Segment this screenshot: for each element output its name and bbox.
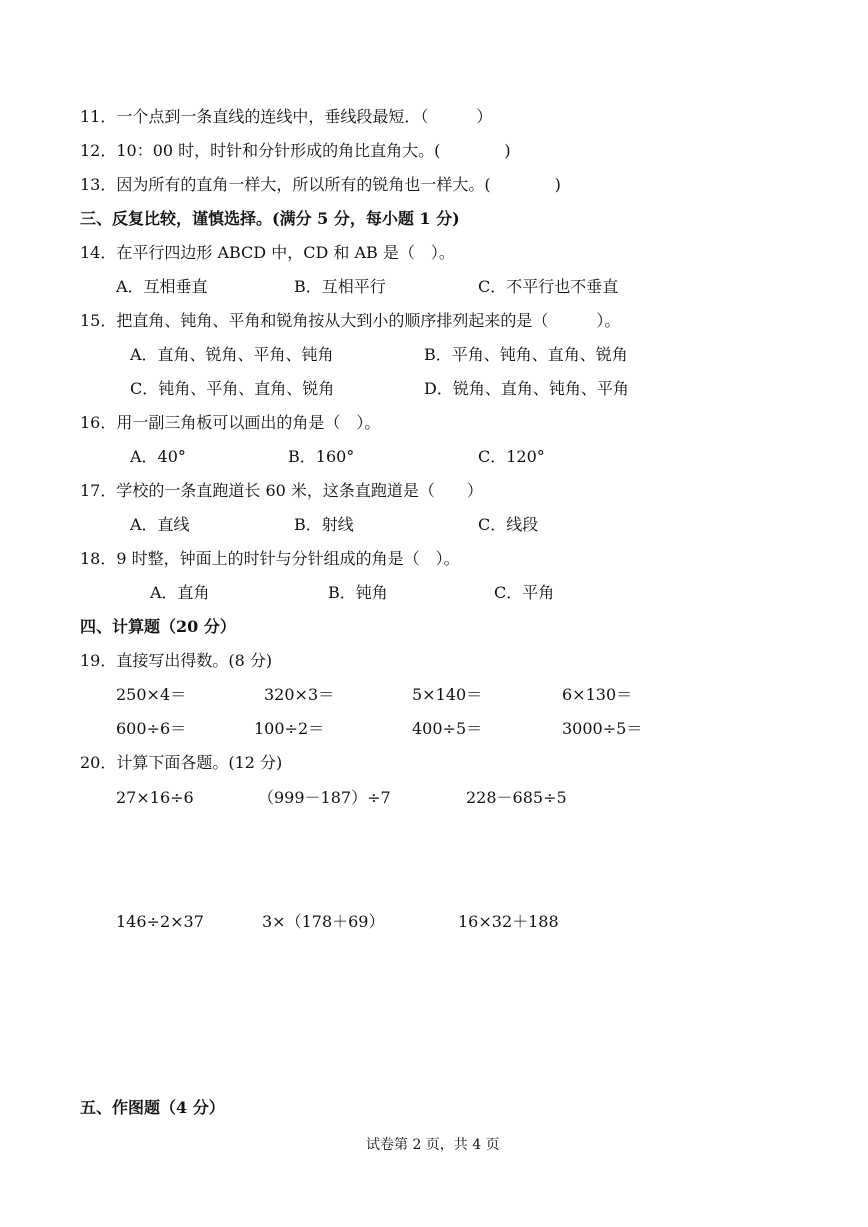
q20-expression: 27×16÷6 bbox=[116, 788, 194, 807]
q17-option-c: C．线段 bbox=[478, 515, 539, 534]
question-12: 12．10：00 时，时针和分针形成的角比直角大。( ) bbox=[80, 141, 511, 160]
q18-option-a: A．直角 bbox=[150, 583, 210, 602]
q15-option-a: A．直角、锐角、平角、钝角 bbox=[130, 345, 334, 364]
q15-option-d: D．锐角、直角、钝角、平角 bbox=[424, 379, 629, 398]
q15-option-b: B．平角、钝角、直角、锐角 bbox=[424, 345, 628, 364]
q19-expression: 5×140＝ bbox=[412, 685, 483, 704]
q17-option-b: B．射线 bbox=[294, 515, 354, 534]
q20-expression: 146÷2×37 bbox=[116, 912, 204, 931]
q14-option-b: B．互相平行 bbox=[294, 277, 386, 296]
section-5-title: 五、作图题（4 分） bbox=[80, 1098, 225, 1117]
q18-option-c: C．平角 bbox=[494, 583, 555, 602]
question-14: 14．在平行四边形 ABCD 中，CD 和 AB 是（ ）。 bbox=[80, 243, 455, 262]
page-footer: 试卷第 2 页，共 4 页 bbox=[366, 1137, 500, 1153]
question-16: 16．用一副三角板可以画出的角是（ ）。 bbox=[80, 413, 381, 432]
q14-option-a: A．互相垂直 bbox=[116, 277, 208, 296]
question-15: 15．把直角、钝角、平角和锐角按从大到小的顺序排列起来的是（ ）。 bbox=[80, 311, 621, 330]
q19-expression: 600÷6＝ bbox=[116, 719, 187, 738]
q16-option-c: C．120° bbox=[478, 447, 545, 466]
question-17: 17．学校的一条直跑道长 60 米，这条直跑道是（ ） bbox=[80, 481, 483, 500]
q19-expression: 100÷2＝ bbox=[254, 719, 325, 738]
section-4-title: 四、计算题（20 分） bbox=[80, 617, 236, 636]
question-18: 18．9 时整，钟面上的时针与分针组成的角是（ ）。 bbox=[80, 549, 460, 568]
q20-expression: 228－685÷5 bbox=[466, 788, 567, 807]
question-11: 11．一个点到一条直线的连线中，垂线段最短．（ ） bbox=[80, 107, 493, 126]
question-20: 20．计算下面各题。(12 分) bbox=[80, 753, 283, 772]
q19-expression: 320×3＝ bbox=[264, 685, 335, 704]
q19-expression: 3000÷5＝ bbox=[562, 719, 643, 738]
q19-expression: 6×130＝ bbox=[562, 685, 633, 704]
q20-expression: （999－187）÷7 bbox=[258, 788, 391, 807]
q16-option-a: A．40° bbox=[130, 447, 186, 466]
q16-option-b: B．160° bbox=[288, 447, 355, 466]
q18-option-b: B．钝角 bbox=[328, 583, 388, 602]
q17-option-a: A．直线 bbox=[130, 515, 190, 534]
q20-expression: 16×32＋188 bbox=[458, 912, 559, 931]
q19-expression: 250×4＝ bbox=[116, 685, 187, 704]
question-13: 13．因为所有的直角一样大，所以所有的锐角也一样大。( ) bbox=[80, 175, 561, 194]
q20-expression: 3×（178＋69） bbox=[262, 912, 385, 931]
section-3-title: 三、反复比较，谨慎选择。(满分 5 分，每小题 1 分) bbox=[80, 209, 460, 228]
q14-option-c: C．不平行也不垂直 bbox=[478, 277, 619, 296]
q19-expression: 400÷5＝ bbox=[412, 719, 483, 738]
question-19: 19．直接写出得数。(8 分) bbox=[80, 651, 273, 670]
q15-option-c: C．钝角、平角、直角、锐角 bbox=[130, 379, 335, 398]
